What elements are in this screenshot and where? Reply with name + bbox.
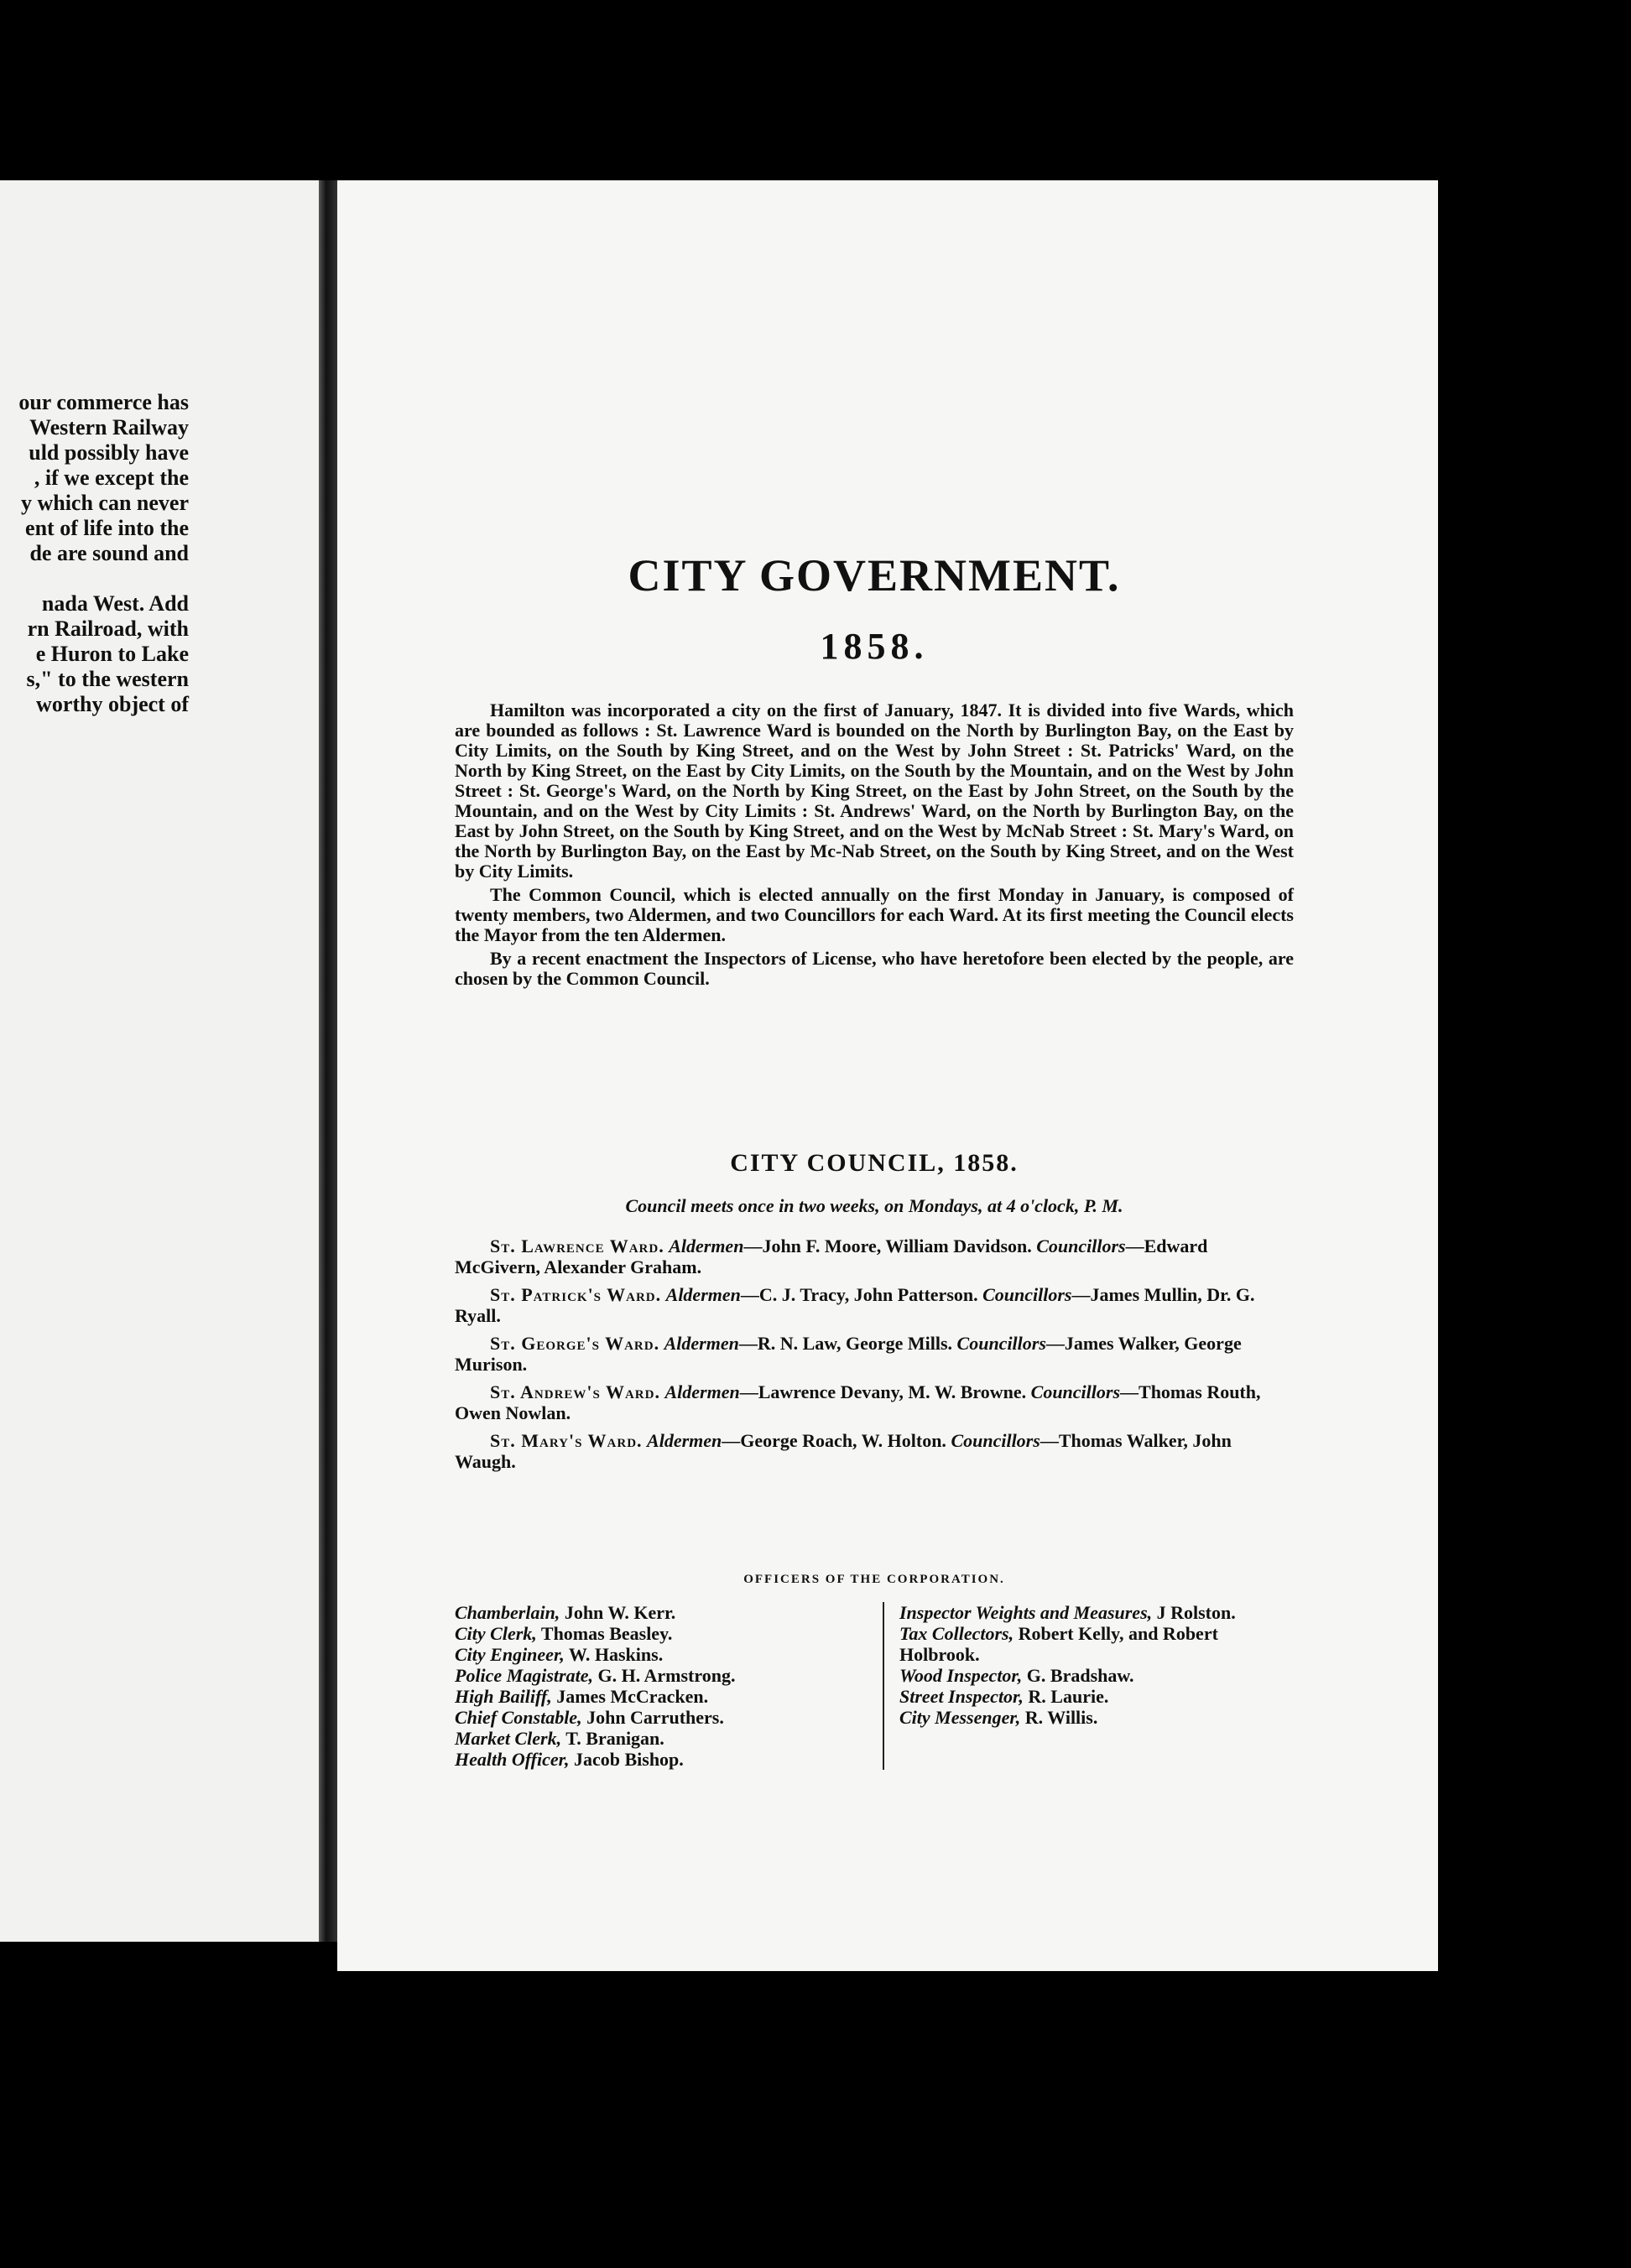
ward-name: St. Lawrence Ward. <box>490 1235 664 1256</box>
officer-role: City Clerk, <box>455 1623 537 1644</box>
officer-name: R. Willis. <box>1024 1707 1098 1728</box>
councillors-names: —Thomas Routh, Owen Nowlan. <box>455 1381 1261 1423</box>
column-divider <box>883 1602 884 1770</box>
book-gutter <box>319 180 337 1942</box>
aldermen-names: —George Roach, W. Holton. <box>722 1430 946 1451</box>
ward-entry <box>455 1284 1294 1326</box>
officer-role: Tax Collectors, <box>899 1623 1014 1644</box>
officers-column-right <box>893 1602 1294 1770</box>
page-year: 1858. <box>820 626 929 667</box>
officer-role: Street Inspector, <box>899 1686 1024 1707</box>
ward-name: St. Patrick's Ward. <box>490 1284 662 1305</box>
ward-name: St. Andrew's Ward. <box>490 1381 660 1402</box>
paragraph: By a recent enactment the Inspectors of License, who have heretofore been elected by the people, are chosen by the Common Council. <box>455 948 1294 989</box>
councillors-label: Councillors <box>1030 1381 1121 1402</box>
left-line: e Huron to Lake <box>35 642 189 666</box>
officer-name: T. Branigan. <box>565 1728 664 1749</box>
left-line: uld possibly have <box>29 440 189 465</box>
council-heading: CITY COUNCIL, 1858. <box>730 1149 1019 1177</box>
officer-name: Thomas Beasley. <box>540 1623 673 1644</box>
aldermen-label: Aldermen <box>664 1333 739 1354</box>
officers-heading: OFFICERS OF THE CORPORATION. <box>743 1573 1005 1586</box>
aldermen-label: Aldermen <box>647 1430 722 1451</box>
officer-name: James McCracken. <box>556 1686 709 1707</box>
left-line: , if we except the <box>34 466 189 490</box>
left-line: de are sound and <box>29 541 189 565</box>
left-line: worthy object of <box>36 692 189 716</box>
officer-entry <box>455 1665 866 1686</box>
councillors-names: —Thomas Walker, John Waugh. <box>455 1430 1232 1472</box>
officer-name: Jacob Bishop. <box>573 1749 684 1770</box>
officer-role: City Engineer, <box>455 1644 565 1665</box>
left-line <box>0 566 189 591</box>
aldermen-names: —R. N. Law, George Mills. <box>738 1333 953 1354</box>
left-page-fragment <box>0 180 319 1942</box>
officer-role: Chief Constable, <box>455 1707 582 1728</box>
left-page-text <box>0 390 189 717</box>
ward-entry <box>455 1333 1294 1375</box>
officer-name: John Carruthers. <box>586 1707 724 1728</box>
officer-name: G. H. Armstrong. <box>597 1665 736 1686</box>
aldermen-names: —C. J. Tracy, John Patterson. <box>740 1284 978 1305</box>
officer-role: Chamberlain, <box>455 1602 560 1623</box>
aldermen-label: Aldermen <box>669 1235 744 1256</box>
officer-entry <box>899 1623 1294 1665</box>
officer-entry <box>455 1749 866 1770</box>
officer-role: Health Officer, <box>455 1749 570 1770</box>
officer-name: G. Bradshaw. <box>1026 1665 1134 1686</box>
aldermen-label: Aldermen <box>664 1381 740 1402</box>
aldermen-label: Aldermen <box>665 1284 741 1305</box>
ward-name: St. Mary's Ward. <box>490 1430 643 1451</box>
officer-role: Inspector Weights and Measures, <box>899 1602 1153 1623</box>
left-line: s," to the western <box>26 667 189 691</box>
ward-entry <box>455 1430 1294 1472</box>
officer-entry <box>455 1644 866 1665</box>
ward-list <box>455 1235 1294 1479</box>
officers-column-left <box>455 1602 874 1770</box>
officer-entry <box>899 1665 1294 1686</box>
councillors-names: —James Walker, George Murison. <box>455 1333 1242 1375</box>
page-title: CITY GOVERNMENT. <box>628 550 1121 601</box>
councillors-names: —James Mullin, Dr. G. Ryall. <box>455 1284 1255 1326</box>
councillors-label: Councillors <box>982 1284 1072 1305</box>
left-line: our commerce has <box>18 390 189 414</box>
left-line: ent of life into the <box>25 516 189 540</box>
councillors-names: —Edward McGivern, Alexander Graham. <box>455 1235 1208 1277</box>
councillors-label: Councillors <box>956 1333 1046 1354</box>
officer-role: Police Magistrate, <box>455 1665 593 1686</box>
ward-name: St. George's Ward. <box>490 1333 660 1354</box>
ward-entry <box>455 1381 1294 1423</box>
officer-role: High Bailiff, <box>455 1686 552 1707</box>
officer-role: City Messenger, <box>899 1707 1021 1728</box>
body-text <box>455 700 1294 989</box>
officer-name: J Rolston. <box>1156 1602 1236 1623</box>
officers-table <box>455 1602 1294 1770</box>
officer-role: Wood Inspector, <box>899 1665 1023 1686</box>
officer-name: R. Laurie. <box>1028 1686 1109 1707</box>
officer-name: W. Haskins. <box>568 1644 664 1665</box>
officer-name: Robert Kelly, and Robert Holbrook. <box>899 1623 1218 1665</box>
officer-entry <box>899 1602 1294 1623</box>
officer-name: John W. Kerr. <box>564 1602 676 1623</box>
ward-entry <box>455 1235 1294 1277</box>
councillors-label: Councillors <box>1036 1235 1126 1256</box>
aldermen-names: —Lawrence Devany, M. W. Browne. <box>739 1381 1027 1402</box>
officer-entry <box>455 1728 866 1749</box>
officer-entry <box>455 1623 866 1644</box>
left-line: nada West. Add <box>41 591 189 616</box>
officer-role: Market Clerk, <box>455 1728 562 1749</box>
left-line: Western Railway <box>29 415 189 440</box>
left-line: y which can never <box>20 491 189 515</box>
officer-entry <box>455 1602 866 1623</box>
document-page <box>337 180 1438 1971</box>
aldermen-names: —John F. Moore, William Davidson. <box>743 1235 1032 1256</box>
paragraph: Hamilton was incorporated a city on the first of January, 1847. It is divided into five Wards, which are bounded as follows : St. Lawrence Ward is bounded on the North by Burlington Bay, on the East by City Limits, on the South by King Street, and on the West by John Street : St. Patricks' Ward, on the North by King Street, on the East by City Limits, on the South by the Mountain, and on the West by John Street : St. George's Ward, on the North by King Street, on the East by John Street, on the South by the Mountain, and on the West by City Limits : St. Andrews' Ward, on the North by Burlington Bay, on the East by John Street, on the South by King Street, and on the West by McNab Street : St. Mary's Ward, on the North by Burlington Bay, on the East by Mc-Nab Street, on the South by King Street, and on the West by City Limits. <box>455 700 1294 882</box>
officer-entry <box>455 1686 866 1707</box>
councillors-label: Councillors <box>951 1430 1040 1451</box>
paragraph: The Common Council, which is elected annually on the first Monday in January, is composed of twenty members, two Aldermen, and two Councillors for each Ward. At its first meeting the Council elects the Mayor from the ten Aldermen. <box>455 884 1294 945</box>
meeting-schedule: Council meets once in two weeks, on Mondays, at 4 o'clock, P. M. <box>625 1195 1123 1216</box>
left-line: rn Railroad, with <box>27 616 189 641</box>
officer-entry <box>455 1707 866 1728</box>
officer-entry <box>899 1707 1294 1728</box>
officer-entry <box>899 1686 1294 1707</box>
